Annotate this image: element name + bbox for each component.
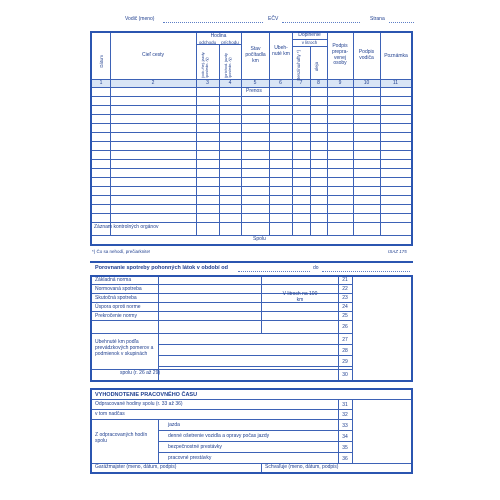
fuel-row-number: 28 [342,348,348,354]
col-odometer-header: Stav počítadla km [245,46,266,64]
driver-field[interactable] [163,22,263,23]
col-number: 10 [363,80,370,86]
col-number: 3 [206,80,209,86]
work-row-label: bezpečnostné prestávky [168,444,222,450]
col-liters-header: v litroch [301,40,318,45]
fuel-row-number: 22 [342,286,348,292]
ecv-field[interactable] [282,22,360,23]
work-row-number: 35 [342,445,348,451]
total-label: Spolu [253,236,266,242]
work-row-number: 36 [342,456,348,462]
page-label: Strana [370,16,385,22]
col-number: 11 [392,80,399,86]
fuel-from-field[interactable] [238,271,310,272]
work-row-label: jazda [168,422,180,428]
fuel-row-number: 23 [342,295,348,301]
work-row-label: Odpracované hodiny spolu (r. 33 až 36) [95,401,183,407]
work-section-title: VYHODNOTENIE PRACOVNÉHO ČASU [95,392,198,398]
fuel-row-label: Úspora oproti norme [95,304,141,310]
col-hour-header: Hodina [210,33,227,39]
driver-label: Vodič (meno) [125,16,155,22]
form-code: ISAZ 175 [388,249,407,254]
work-row-number: 32 [342,412,348,418]
fuel-row-number: 24 [342,304,348,310]
control-record-label: Záznam kontrolných orgánov [94,224,159,230]
carry-over-label: Prenos [246,88,262,94]
fuel-row-number: 29 [342,359,348,365]
fuel-row-number: 25 [342,313,348,319]
fuel-section-title: Porovnanie spotreby pohonných látok v období od [95,265,228,271]
fuel-unit-label: V litroch na 100 km [282,291,318,303]
work-row-label: pracovné prestávky [168,455,212,461]
fuel-row-label: Základná norma [95,277,132,283]
fuel-row-number: 21 [342,277,348,283]
col-refuel-header: Doplnenie [298,32,321,38]
fuel-row-number: 30 [342,372,348,378]
ecv-label: EČV [268,16,279,22]
work-row-number: 34 [342,434,348,440]
col-number: 7 [299,80,303,86]
col-number: 8 [317,80,320,86]
col-oil-header: oleja [314,62,319,72]
garage-manager-label: Garážmajster (meno, dátum, podpis) [95,464,177,470]
col-number: 9 [338,80,342,86]
work-group-label: Z odpracovaných hodín spolu [95,432,148,444]
fuel-to-field[interactable] [322,271,410,272]
fuel-group-label: Ubehnuté km podľa prevádzkových pomerov a podmienok v skupinách [95,339,154,357]
fuel-row-number: 27 [342,337,348,343]
col-date-header: Dátum [99,55,104,68]
fuel-row-label: Skutočná spotreba [95,295,137,301]
work-row-label: denné ošetrenie vozidla a opravy počas jazdy [168,433,270,439]
col-note-header: Poznámka [384,53,408,59]
col-number: 2 [151,80,155,86]
page-field[interactable] [389,22,414,23]
col-number: 6 [279,80,282,86]
fuel-to-label: do [313,265,319,271]
col-destination-header: Cieľ cesty [141,52,165,58]
col-arrival-header: príchodu [221,40,239,45]
fuel-row-label: Normovaná spotreba [95,286,142,292]
col-number: 1 [99,80,103,86]
work-row-number: 33 [342,423,348,429]
col-fuel-header: Benzínu/nafty *) [296,50,301,81]
work-row-number: 31 [342,402,348,408]
fuel-row-number: 26 [342,324,348,330]
fuel-row-label: spolu (r. 26 až 29) [120,370,161,376]
col-passenger-sig-header: Podpis prepra-venej osoby [331,43,349,67]
col-departure-header: odchodu [198,40,217,45]
col-driver-sig-header: Podpis vodiča [358,49,375,61]
approver-label: Schvaľuje (meno, dátum, podpis) [265,464,339,470]
fuel-row-label: Prekročenie normy [95,313,137,319]
col-number: 4 [228,80,232,86]
col-departure-sub: (odc./ňej. jazdy. /posledn. /ý) [201,51,210,78]
work-row-label: v tom nadčas [95,411,125,417]
footnote: *) Čo sa nehodí, prečiarknite! [92,249,151,254]
col-arrival-sub: (príchod. jazdy /posledn. /ý) [224,53,233,78]
col-driven-km-header: Ubeh-nuté km [272,45,290,57]
col-number: 5 [253,80,257,86]
